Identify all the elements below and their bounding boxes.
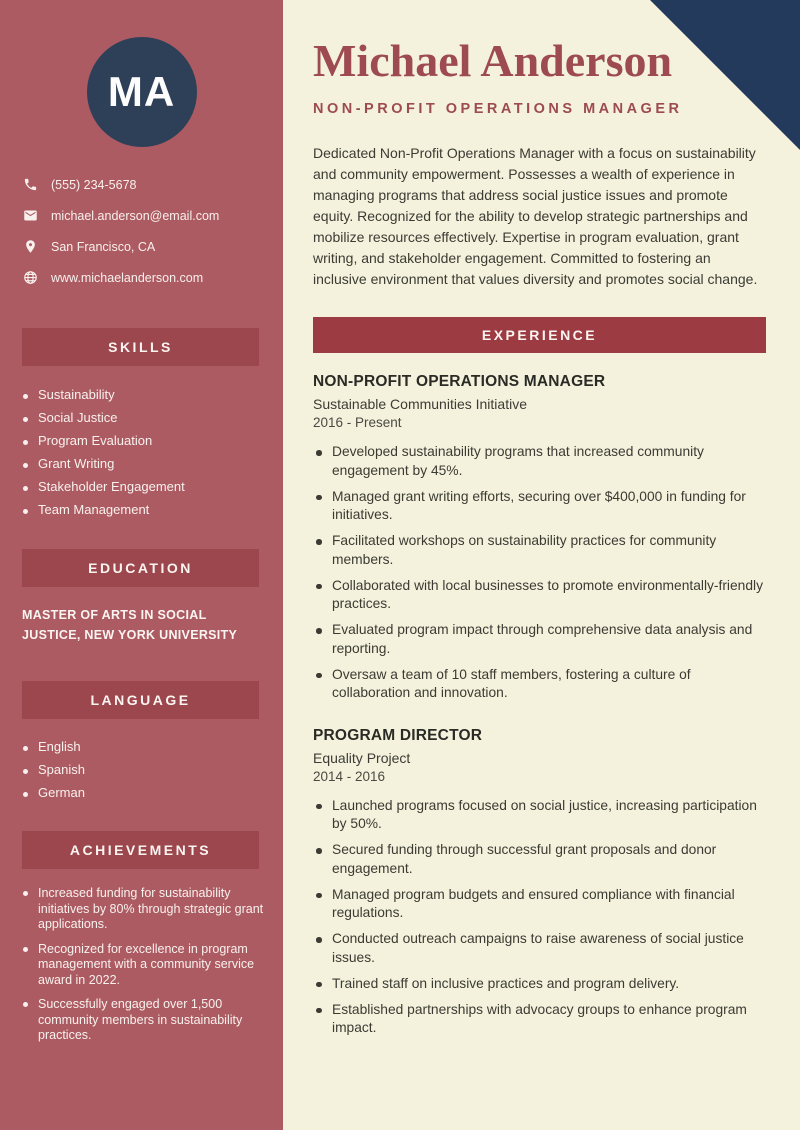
job-company: Sustainable Communities Initiative	[313, 396, 527, 412]
education-section-header	[22, 549, 259, 587]
skills-title: SKILLS	[108, 339, 173, 355]
sidebar	[0, 0, 283, 1130]
job-bullet: Conducted outreach campaigns to raise awareness of social justice issues.	[313, 930, 766, 967]
contact-email[interactable]	[23, 208, 283, 223]
language-title: LANGUAGE	[90, 692, 191, 708]
phone-icon	[23, 177, 38, 192]
job-bullet: Launched programs focused on social justice, increasing participation by 50%.	[313, 797, 766, 834]
contact-website[interactable]	[23, 270, 283, 285]
skills-section-header	[22, 328, 259, 366]
job-dates: 2014 - 2016	[313, 768, 386, 784]
job-bullet: Trained staff on inclusive practices and program delivery.	[313, 975, 766, 994]
experience-title: EXPERIENCE	[481, 327, 598, 343]
avatar-initials: MA	[107, 68, 176, 115]
language-item: English	[22, 739, 283, 755]
skills-list	[0, 387, 283, 518]
summary-paragraph: Dedicated Non-Profit Operations Manager with a focus on sustainability and community empowerment. Possesses a wealth of experience in managing programs that address social justice issues and promote equity. Recognized for the ability to develop strategic partnerships and mobilize resources effectively. Expertise in program evaluation, grant writing, and stakeholder engagement. Committed to fostering an inclusive environment that values diversity and promotes social change.	[313, 145, 758, 287]
job-bullet: Managed program budgets and ensured compliance with financial regulations.	[313, 886, 766, 923]
job-bullet: Oversaw a team of 10 staff members, fostering a culture of collaboration and innovation.	[313, 666, 766, 703]
job-bullet: Facilitated workshops on sustainability practices for community members.	[313, 532, 766, 569]
skill-item: Stakeholder Engagement	[22, 479, 283, 495]
achievement-item: Recognized for excellence in program management with a community service award in 2022.	[22, 942, 269, 989]
job-entry	[313, 727, 766, 1038]
job-bullet: Secured funding through successful grant proposals and donor engagement.	[313, 841, 766, 878]
job-bullet: Collaborated with local businesses to promote environmentally-friendly practices.	[313, 577, 766, 614]
job-bullet: Established partnerships with advocacy groups to enhance program impact.	[313, 1001, 766, 1038]
website-text: www.michaelanderson.com	[51, 270, 204, 285]
education-title: EDUCATION	[88, 560, 193, 576]
skill-item: Team Management	[22, 502, 283, 518]
job-bullet-list	[313, 797, 766, 1038]
language-item: German	[22, 785, 283, 801]
job-dates: 2016 - Present	[313, 415, 402, 430]
globe-icon	[23, 270, 38, 285]
achievements-list	[0, 886, 283, 1044]
achievement-item: Increased funding for sustainability initiatives by 80% through strategic grant applications.	[22, 886, 269, 933]
achievements-title: ACHIEVEMENTS	[69, 842, 212, 858]
experience-section-header	[313, 317, 766, 353]
job-role: NON-PROFIT OPERATIONS MANAGER	[313, 373, 606, 390]
main-content	[283, 0, 800, 1130]
page-title: Michael Anderson	[313, 35, 673, 86]
job-company: Equality Project	[313, 749, 411, 766]
job-bullet: Evaluated program impact through comprehensive data analysis and reporting.	[313, 621, 766, 658]
skill-item: Social Justice	[22, 410, 283, 426]
language-section-header	[22, 681, 259, 719]
achievement-item: Successfully engaged over 1,500 community members in sustainability practices.	[22, 997, 269, 1044]
location-text: San Francisco, CA	[51, 239, 156, 254]
skill-item: Program Evaluation	[22, 433, 283, 449]
language-item: Spanish	[22, 762, 283, 778]
language-list	[0, 739, 283, 801]
job-bullet: Developed sustainability programs that increased community engagement by 45%.	[313, 443, 766, 480]
job-title-subtitle: NON-PROFIT OPERATIONS MANAGER	[313, 101, 683, 117]
contact-section	[0, 177, 283, 285]
mail-icon	[23, 208, 38, 223]
job-bullet: Managed grant writing efforts, securing over $400,000 in funding for initiatives.	[313, 488, 766, 525]
education-degree: MASTER OF ARTS IN SOCIAL JUSTICE, NEW YORK UNIVERSITY	[22, 608, 238, 642]
email-text: michael.anderson@email.com	[51, 208, 220, 223]
job-role: PROGRAM DIRECTOR	[313, 726, 483, 744]
contact-phone[interactable]	[23, 177, 283, 192]
achievements-section-header	[22, 831, 259, 869]
skill-item: Grant Writing	[22, 456, 283, 472]
location-icon	[23, 239, 38, 254]
contact-location	[23, 239, 283, 254]
job-bullet-list	[313, 443, 766, 703]
avatar	[87, 37, 197, 147]
phone-text: (555) 234-5678	[51, 177, 137, 192]
skill-item: Sustainability	[22, 387, 283, 403]
job-entry	[313, 373, 766, 703]
